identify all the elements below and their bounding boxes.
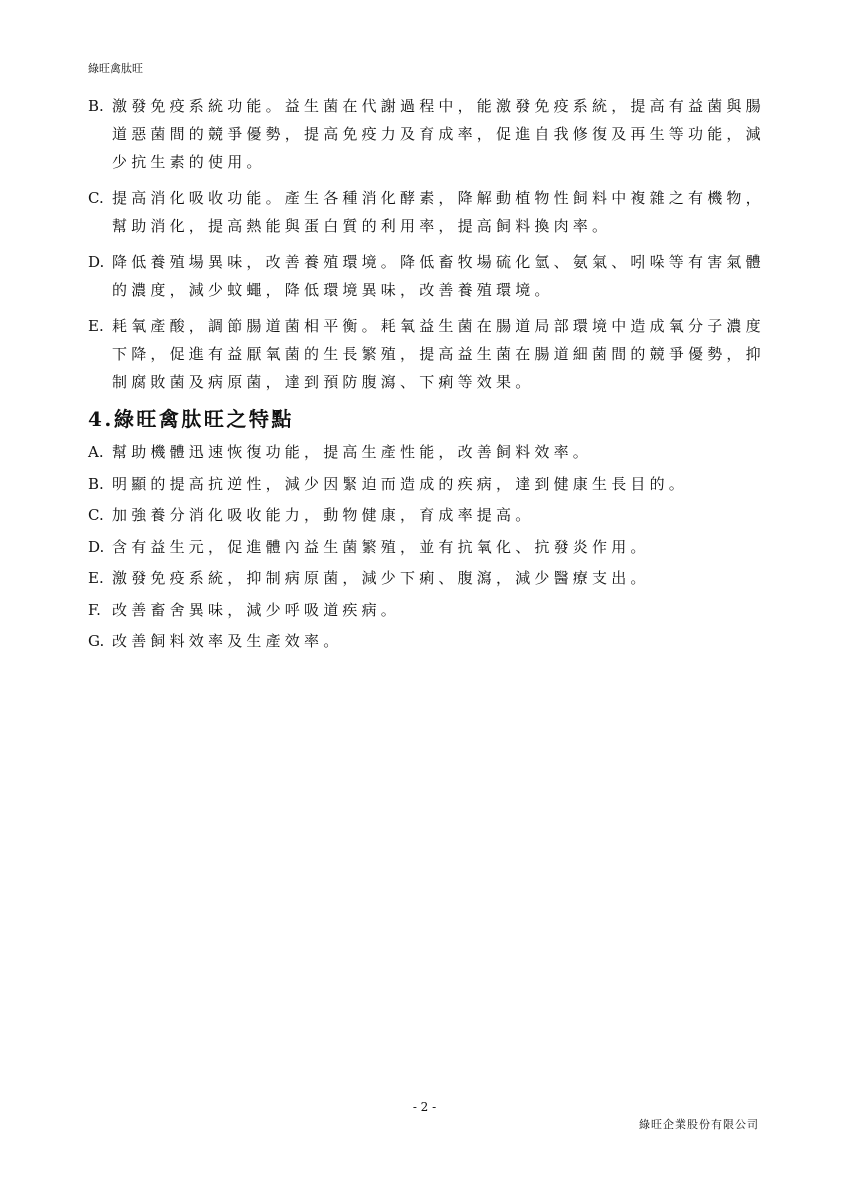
list-item-marker: G. xyxy=(88,632,105,650)
page-number: - 2 - xyxy=(412,1100,437,1114)
list-item-marker: C. xyxy=(88,506,104,524)
function-list xyxy=(88,92,768,396)
list-item-text: 耗氧產酸，調節腸道菌相平衡。耗氧益生菌在腸道局部環境中造成氧分子濃度下降，促進有益厭氧菌的生長繁殖，提高益生菌在腸道細菌間的競爭優勢，抑制腐敗菌及病原菌，達到預防腹瀉、下痢等效果。 xyxy=(112,317,765,391)
footer-company-name: 綠旺企業股份有限公司 xyxy=(639,1118,759,1131)
list-item-marker: D. xyxy=(88,537,105,556)
list-item-text: 幫助機體迅速恢復功能，提高生產性能，改善飼料效率。 xyxy=(112,443,593,461)
list-item xyxy=(88,627,768,655)
list-item xyxy=(88,248,768,304)
list-item-text: 明顯的提高抗逆性，減少因緊迫而造成的疾病，達到健康生長目的。 xyxy=(112,474,689,493)
list-item xyxy=(88,92,768,176)
list-item-text: 提高消化吸收功能。產生各種消化酵素，降解動植物性飼料中複雜之有機物，幫助消化，提高熱能與蛋白質的利用率，提高飼料換肉率。 xyxy=(112,189,765,235)
list-item-text: 含有益生元，促進體內益生菌繁殖，並有抗氧化、抗發炎作用。 xyxy=(112,537,650,556)
list-item-marker: B. xyxy=(88,97,104,115)
header-title: 綠旺禽肽旺 xyxy=(88,62,143,75)
list-item xyxy=(88,184,768,240)
document-body xyxy=(88,92,768,659)
feature-list xyxy=(88,438,768,655)
list-item xyxy=(88,312,768,396)
list-item-text: 改善飼料效率及生產效率。 xyxy=(112,632,343,650)
list-item-marker: E. xyxy=(88,317,104,335)
list-item xyxy=(88,596,768,624)
list-item-marker: B. xyxy=(88,474,104,493)
list-item-marker: C. xyxy=(88,189,104,207)
list-item-marker: A. xyxy=(88,443,104,461)
list-item-text: 改善畜舍異味，減少呼吸道疾病。 xyxy=(112,600,401,619)
list-item-text: 降低養殖場異味，改善養殖環境。降低畜牧場硫化氫、氨氣、吲哚等有害氣體的濃度，減少蚊蠅，降低環境異味，改善養殖環境。 xyxy=(112,253,765,299)
list-item-text: 加強養分消化吸收能力，動物健康，育成率提高。 xyxy=(112,506,535,524)
section-heading: 4.綠旺禽肽旺之特點 xyxy=(88,407,294,431)
list-item xyxy=(88,470,768,498)
list-item-marker: D. xyxy=(88,253,105,271)
list-item xyxy=(88,564,768,592)
list-item-marker: E. xyxy=(88,569,104,587)
list-item-text: 激發免疫系統，抑制病原菌，減少下痢、腹瀉，減少醫療支出。 xyxy=(112,569,650,587)
list-item-marker: F. xyxy=(88,600,101,619)
list-item xyxy=(88,533,768,561)
list-item xyxy=(88,501,768,529)
list-item xyxy=(88,438,768,466)
list-item-text: 激發免疫系統功能。益生菌在代謝過程中，能激發免疫系統，提高有益菌與腸道惡菌間的競爭優勢，提高免疫力及育成率，促進自我修復及再生等功能，減少抗生素的使用。 xyxy=(112,97,765,171)
